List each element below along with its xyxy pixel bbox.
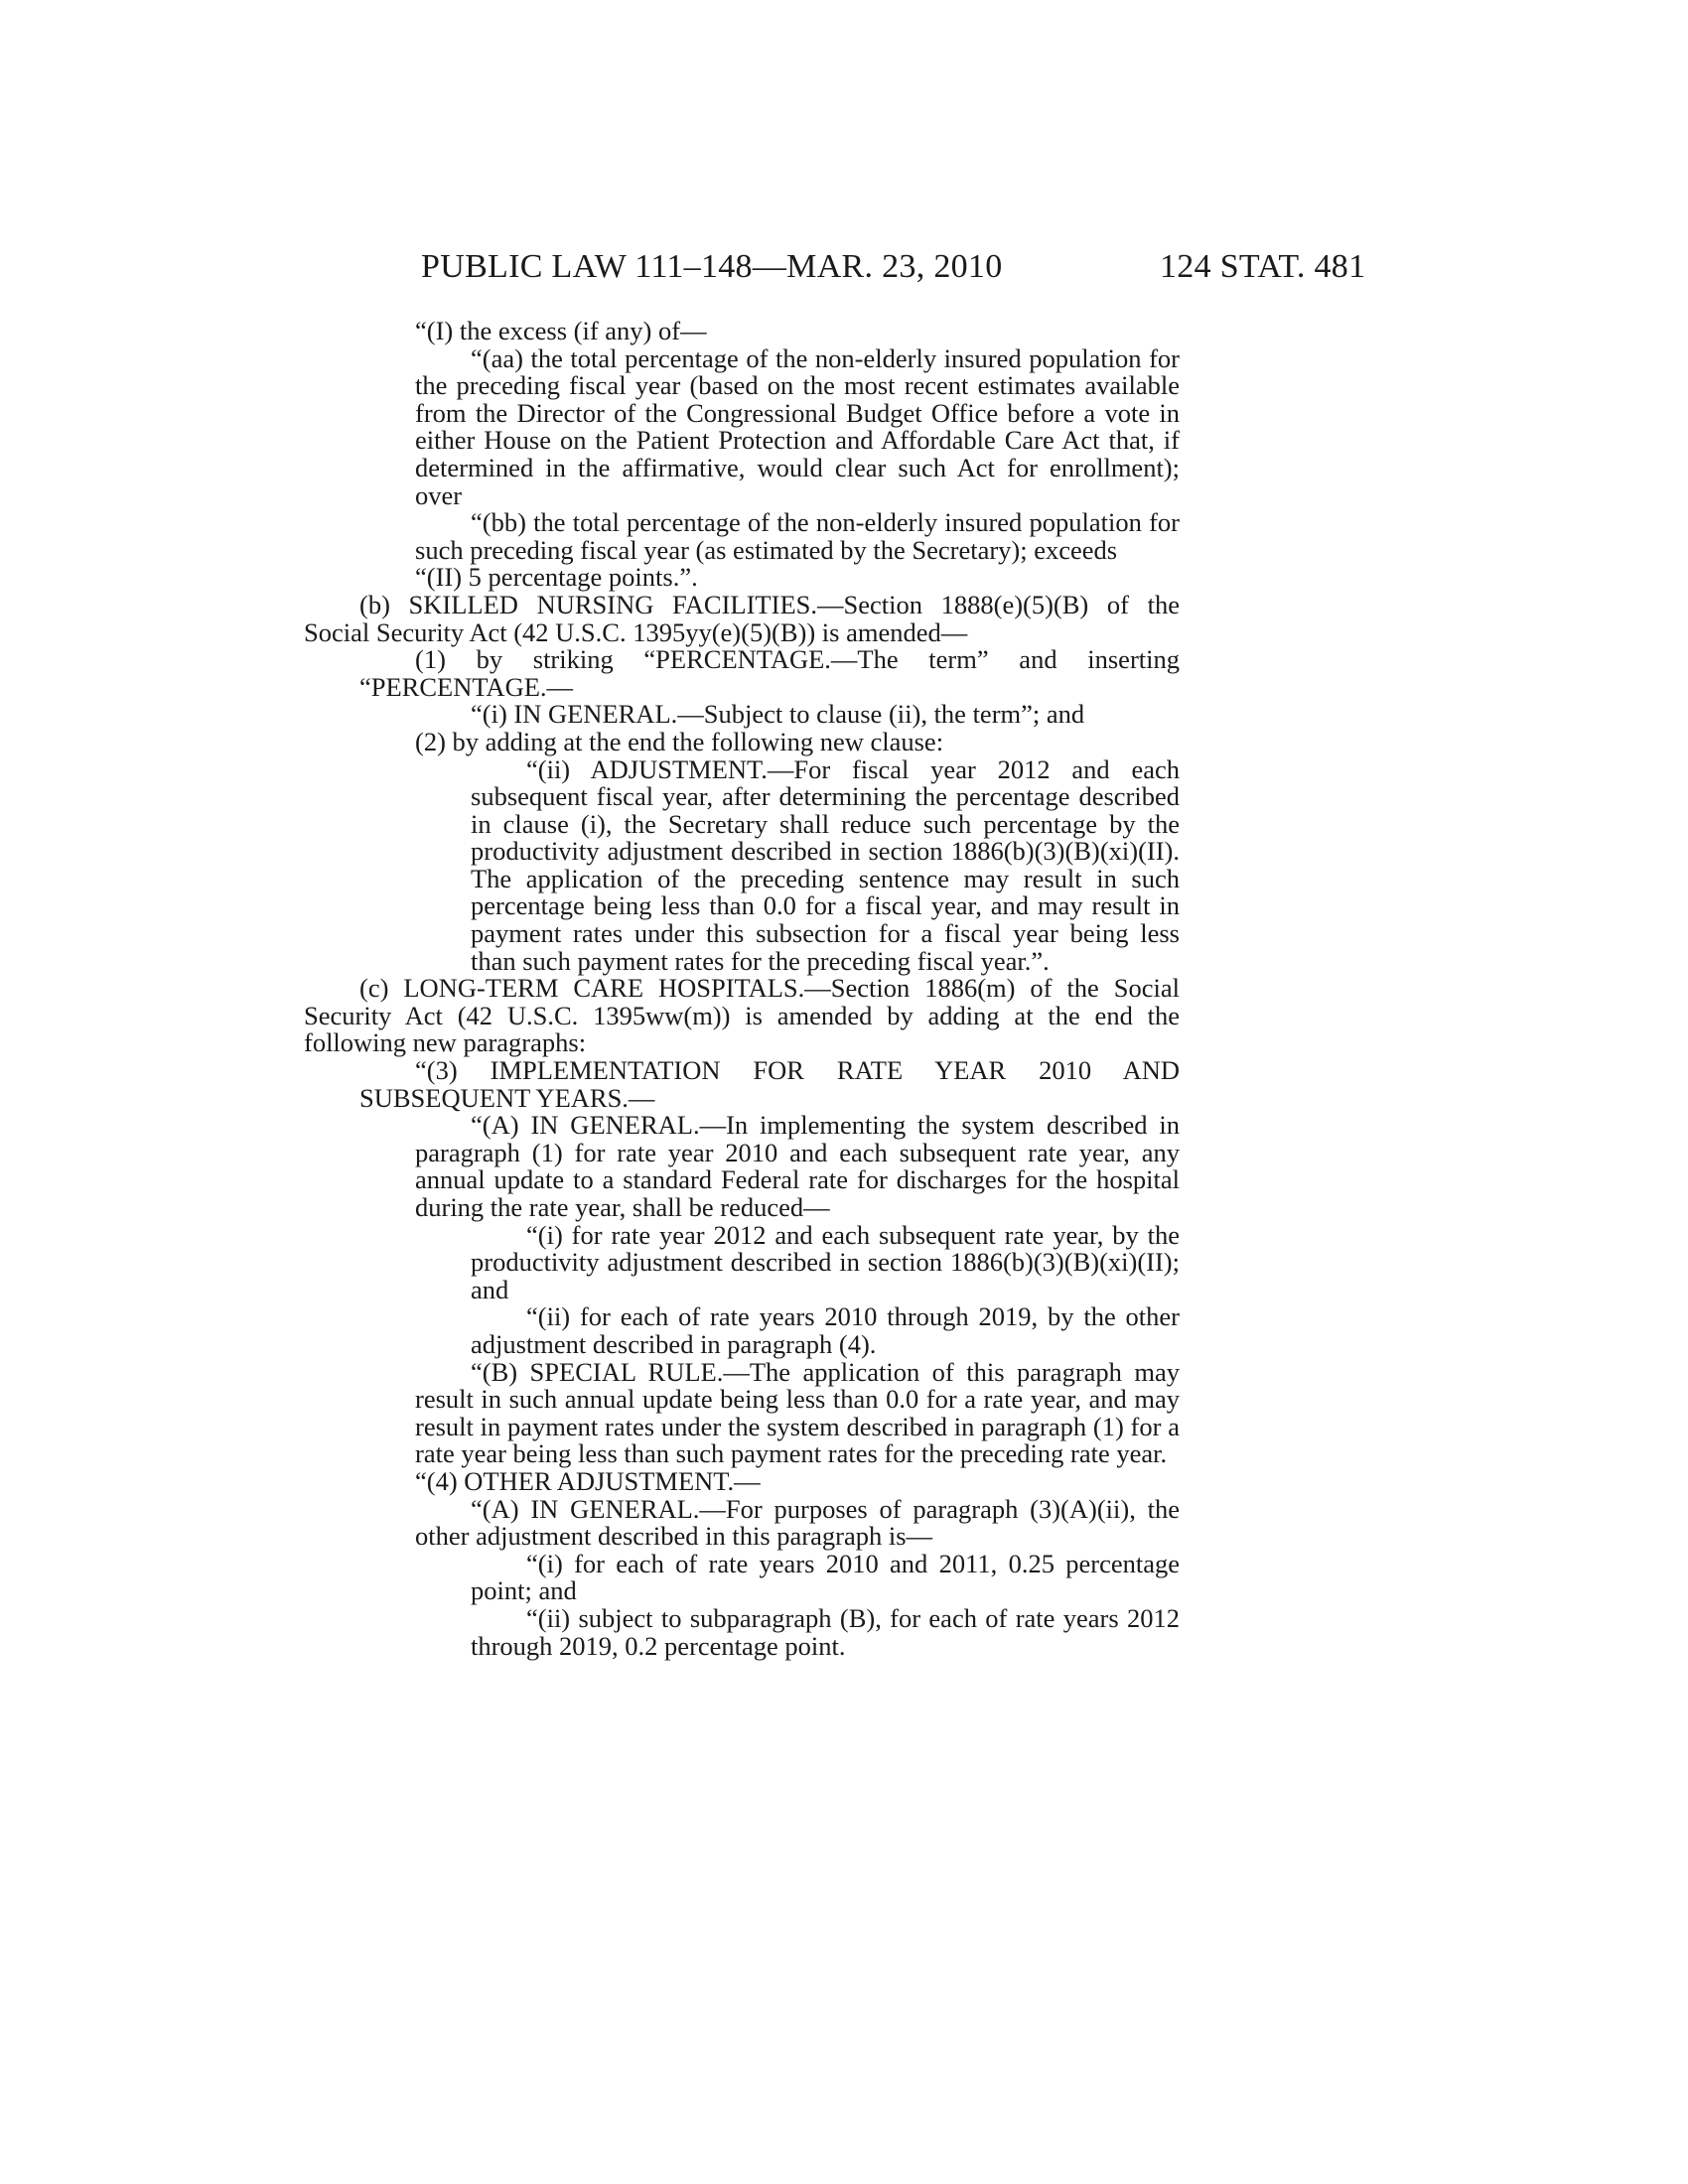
- paragraph-c-long-term-care: (c) LONG-TERM CARE HOSPITALS.—Section 1886(m) of the Social Security Act (42 U.S.C. 1395ww(m)) is amended by adding at the end the following new paragraphs:: [304, 973, 1180, 1058]
- paragraph-c-3-A: “(A) IN GENERAL.—In implementing the system described in paragraph (1) for rate year 2010 and each subsequent rate year, any annual update to a standard Federal rate for discharges for the hospital during the rate year, shall be reduced—: [415, 1110, 1180, 1222]
- paragraph-c-4-A-ii: “(ii) subject to subparagraph (B), for each of rate years 2012 through 2019, 0.2 percentage point.: [471, 1602, 1180, 1661]
- paragraph-c-3-A-ii: “(ii) for each of rate years 2010 through 2019, by the other adjustment described in paragraph (4).: [471, 1301, 1180, 1359]
- body-text: [304, 318, 1180, 1660]
- paragraph-c-3: “(3) IMPLEMENTATION FOR RATE YEAR 2010 AND SUBSEQUENT YEARS.—: [359, 1055, 1180, 1113]
- paragraph-b-1-i: “(i) IN GENERAL.—Subject to clause (ii), the term”; and: [471, 699, 1085, 730]
- paragraph-aa: “(aa) the total percentage of the non-elderly insured population for the preceding fiscal year (based on the most recent estimates available from the Director of the Congressional Budget Office before a vote in either House on the Patient Protection and Affordable Care Act that, if determined in the affirmative, would clear such Act for enrollment); over: [415, 342, 1180, 510]
- paragraph-b-2: (2) by adding at the end the following new clause:: [415, 726, 944, 756]
- paragraph-c-3-A-i: “(i) for rate year 2012 and each subsequent rate year, by the productivity adjustment described in section 1886(b)(3)(B)(xi)(II); and: [471, 1219, 1180, 1304]
- running-header-title: PUBLIC LAW 111–148—MAR. 23, 2010: [421, 248, 1003, 285]
- paragraph-c-4-A: “(A) IN GENERAL.—For purposes of paragraph (3)(A)(ii), the other adjustment described in this paragraph is—: [415, 1493, 1180, 1552]
- paragraph-bb: “(bb) the total percentage of the non-elderly insured population for such preceding fiscal year (as estimated by the Secretary); exceeds: [415, 507, 1180, 565]
- paragraph-c-4: “(4) OTHER ADJUSTMENT.—: [415, 1465, 761, 1496]
- paragraph-b-1: (1) by striking “PERCENTAGE.—The term” and inserting “PERCENTAGE.—: [359, 644, 1180, 702]
- paragraph-b-2-ii: “(ii) ADJUSTMENT.—For fiscal year 2012 and each subsequent fiscal year, after determining the percentage described in clause (i), the Secretary shall reduce such percentage by the productivity adjustment described in section 1886(b)(3)(B)(xi)(II). The application of the preceding sentence may result in such percentage being less than 0.0 for a fiscal year, and may result in payment rates under this subsection for a fiscal year being less than such payment rates for the preceding fiscal year.”.: [471, 753, 1180, 976]
- paragraph-c-3-B: “(B) SPECIAL RULE.—The application of this paragraph may result in such annual update being less than 0.0 for a rate year, and may result in payment rates under the system described in paragraph (1) for a rate year being less than such payment rates for the preceding rate year.: [415, 1356, 1180, 1469]
- paragraph-c-4-A-i: “(i) for each of rate years 2010 and 2011, 0.25 percentage point; and: [471, 1548, 1180, 1606]
- paragraph-II: “(II) 5 percentage points.”.: [415, 562, 698, 593]
- paragraph-b-skilled-nursing: (b) SKILLED NURSING FACILITIES.—Section 1888(e)(5)(B) of the Social Security Act (42 U.S.C. 1395yy(e)(5)(B)) is amended—: [304, 589, 1180, 647]
- paragraph-I: “(I) the excess (if any) of—: [415, 316, 707, 345]
- running-header-page-ref: 124 STAT. 481: [1160, 248, 1366, 285]
